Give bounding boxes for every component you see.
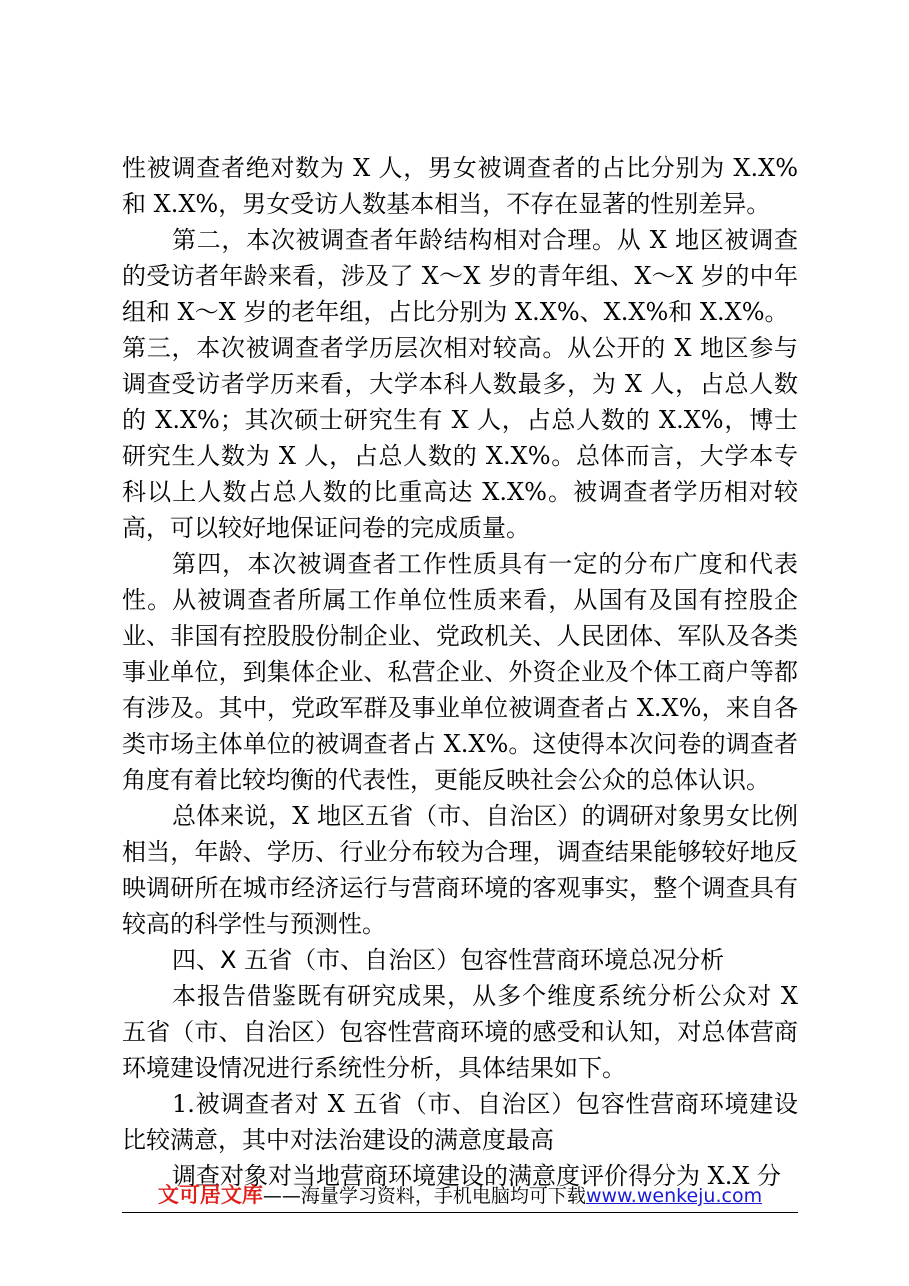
paragraph-age: 第二，本次被调查者年龄结构相对合理。从 X 地区被调查的受访者年龄来看，涉及了 X～X 岁的青年组、X～X 岁的中年组和 X～X 岁的老年组，占比分别为 X.X%、X.X%和 X.X%。 xyxy=(122,226,798,326)
paragraph-gender: 性被调查者绝对数为 X 人，男女被调查者的占比分别为 X.X%和 X.X%，男女受访人数基本相当，不存在显著的性别差异。 xyxy=(122,154,798,218)
paragraph-occupation: 第四，本次被调查者工作性质具有一定的分布广度和代表性。从被调查者所属工作单位性质来看，从国有及国有控股企业、非国有控股股份制企业、党政机关、人民团体、军队及各类事业单位，到集体企业、私营企业、外资企业及个体工商户等都有涉及。其中，党政军群及事业单位被调查者占 X.X%，来自各类市场主体单位的被调查者占 X.X%。这使得本次问卷的调查者角度有着比较均衡的代表性，更能反映社会公众的总体认识。 xyxy=(122,550,798,794)
paragraph-summary: 总体来说，X 地区五省（市、自治区）的调研对象男女比例相当，年龄、学历、行业分布较为合理，调查结果能够较好地反映调研所在城市经济运行与营商环境的客观事实，整个调查具有较高的科学性与预测性。 xyxy=(122,802,798,938)
section-heading: 四、X 五省（市、自治区）包容性营商环境总况分析 xyxy=(172,946,725,974)
footer-divider xyxy=(122,1212,798,1213)
page-footer xyxy=(122,1180,798,1210)
paragraph-education: 第三，本次被调查者学历层次相对较高。从公开的 X 地区参与调查受访者学历来看，大学本科人数最多，为 X 人，占总人数的 X.X%；其次硕士研究生有 X 人，占总人数的 X.X%，博士研究生人数为 X 人，占总人数的 X.X%。总体而言，大学本专科以上人数占总人数的比重高达 X.X%。被调查者学历相对较高，可以较好地保证问卷的完成质量。 xyxy=(122,334,798,542)
subheading-satisfaction: 1.被调查者对 X 五省（市、自治区）包容性营商环境建设比较满意，其中对法治建设的满意度最高 xyxy=(122,1090,798,1154)
footer-tagline: ——海量学习资料，手机电脑均可下载 xyxy=(262,1185,586,1207)
paragraph-intro: 本报告借鉴既有研究成果，从多个维度系统分析公众对 X 五省（市、自治区）包容性营商环境的感受和认知，对总体营商环境建设情况进行系统性分析，具体结果如下。 xyxy=(122,982,798,1082)
footer-link[interactable]: www.wenkeju.com xyxy=(585,1185,763,1207)
footer-brand: 文可居文库 xyxy=(157,1183,263,1207)
body-text xyxy=(122,150,798,1194)
paragraph-score: 调查对象对当地营商环境建设的满意度评价得分为 X.X 分 xyxy=(172,1162,782,1190)
